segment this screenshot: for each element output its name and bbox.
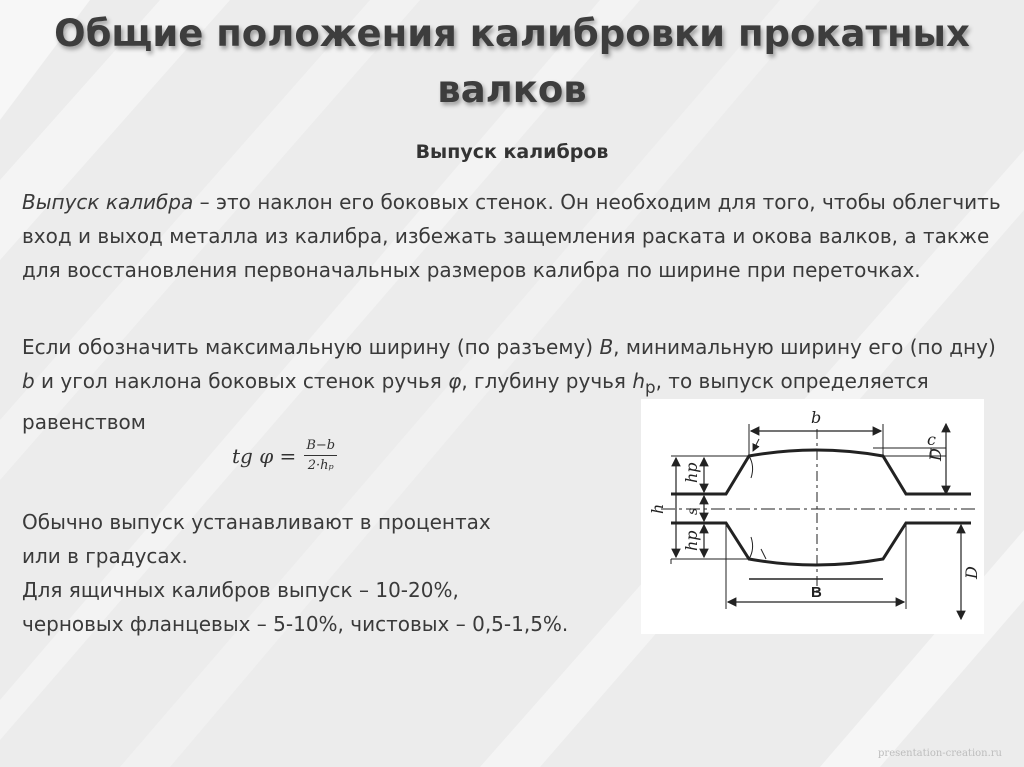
formula-lhs: tg φ = [232,443,297,468]
values-line: или в градусах. [22,544,188,568]
definition-text: – это наклон его боковых стенок. Он необходим для того, чтобы облегчить вход и выход металла из калибра, избежать защемления раската и окова валков, а также для восстановления первоначальных размеров калибра по ширине при переточках. [22,190,1001,282]
label-hp-bottom: hp [682,530,701,551]
notation-text-4: , глубину ручья [461,369,633,393]
term-emphasis: Выпуск калибра [22,190,194,214]
formula-denominator: 2·hₚ [307,458,334,473]
draft-formula [232,438,337,473]
label-c: c [927,430,936,449]
label-b: b [811,408,822,427]
label-s: s [685,507,701,515]
values-line: Обычно выпуск устанавливают в процентах [22,510,491,534]
formula-numerator: B−b [304,438,337,456]
label-D-bottom: D [962,566,981,579]
label-h: h [648,503,667,514]
symbol-b: b [22,369,35,393]
values-line: Для ящичных калибров выпуск – 10-20%, [22,578,459,602]
label-B: B [811,584,822,601]
page-title: Общие положения калибровки прокатных валков [54,12,970,111]
label-hp-top: hp [682,462,701,483]
formula-fraction [304,438,337,473]
pass-drawing [641,399,984,634]
paragraph-definition [22,185,1012,287]
box-pass-diagram [641,399,984,634]
label-D-top: D [926,448,945,461]
notation-text-5: , то выпуск определяется равенством [22,369,929,434]
paragraph-values [22,505,642,641]
notation-text-3: и угол наклона боковых стенок ручья [34,369,449,393]
symbol-B: B [599,335,614,359]
symbol-p-subscript: p [645,378,656,397]
notation-text-2: , минимальную ширину его (по дну) [613,335,996,359]
notation-text-1: Если обозначить максимальную ширину (по разъему) [22,335,600,359]
symbol-h: h [632,369,645,393]
section-subtitle: Выпуск калибров [415,141,609,163]
values-line: черновых фланцевых – 5-10%, чистовых – 0,5-1,5%. [22,612,569,636]
symbol-phi: φ [448,369,462,393]
watermark: presentation-creation.ru [878,748,1002,759]
